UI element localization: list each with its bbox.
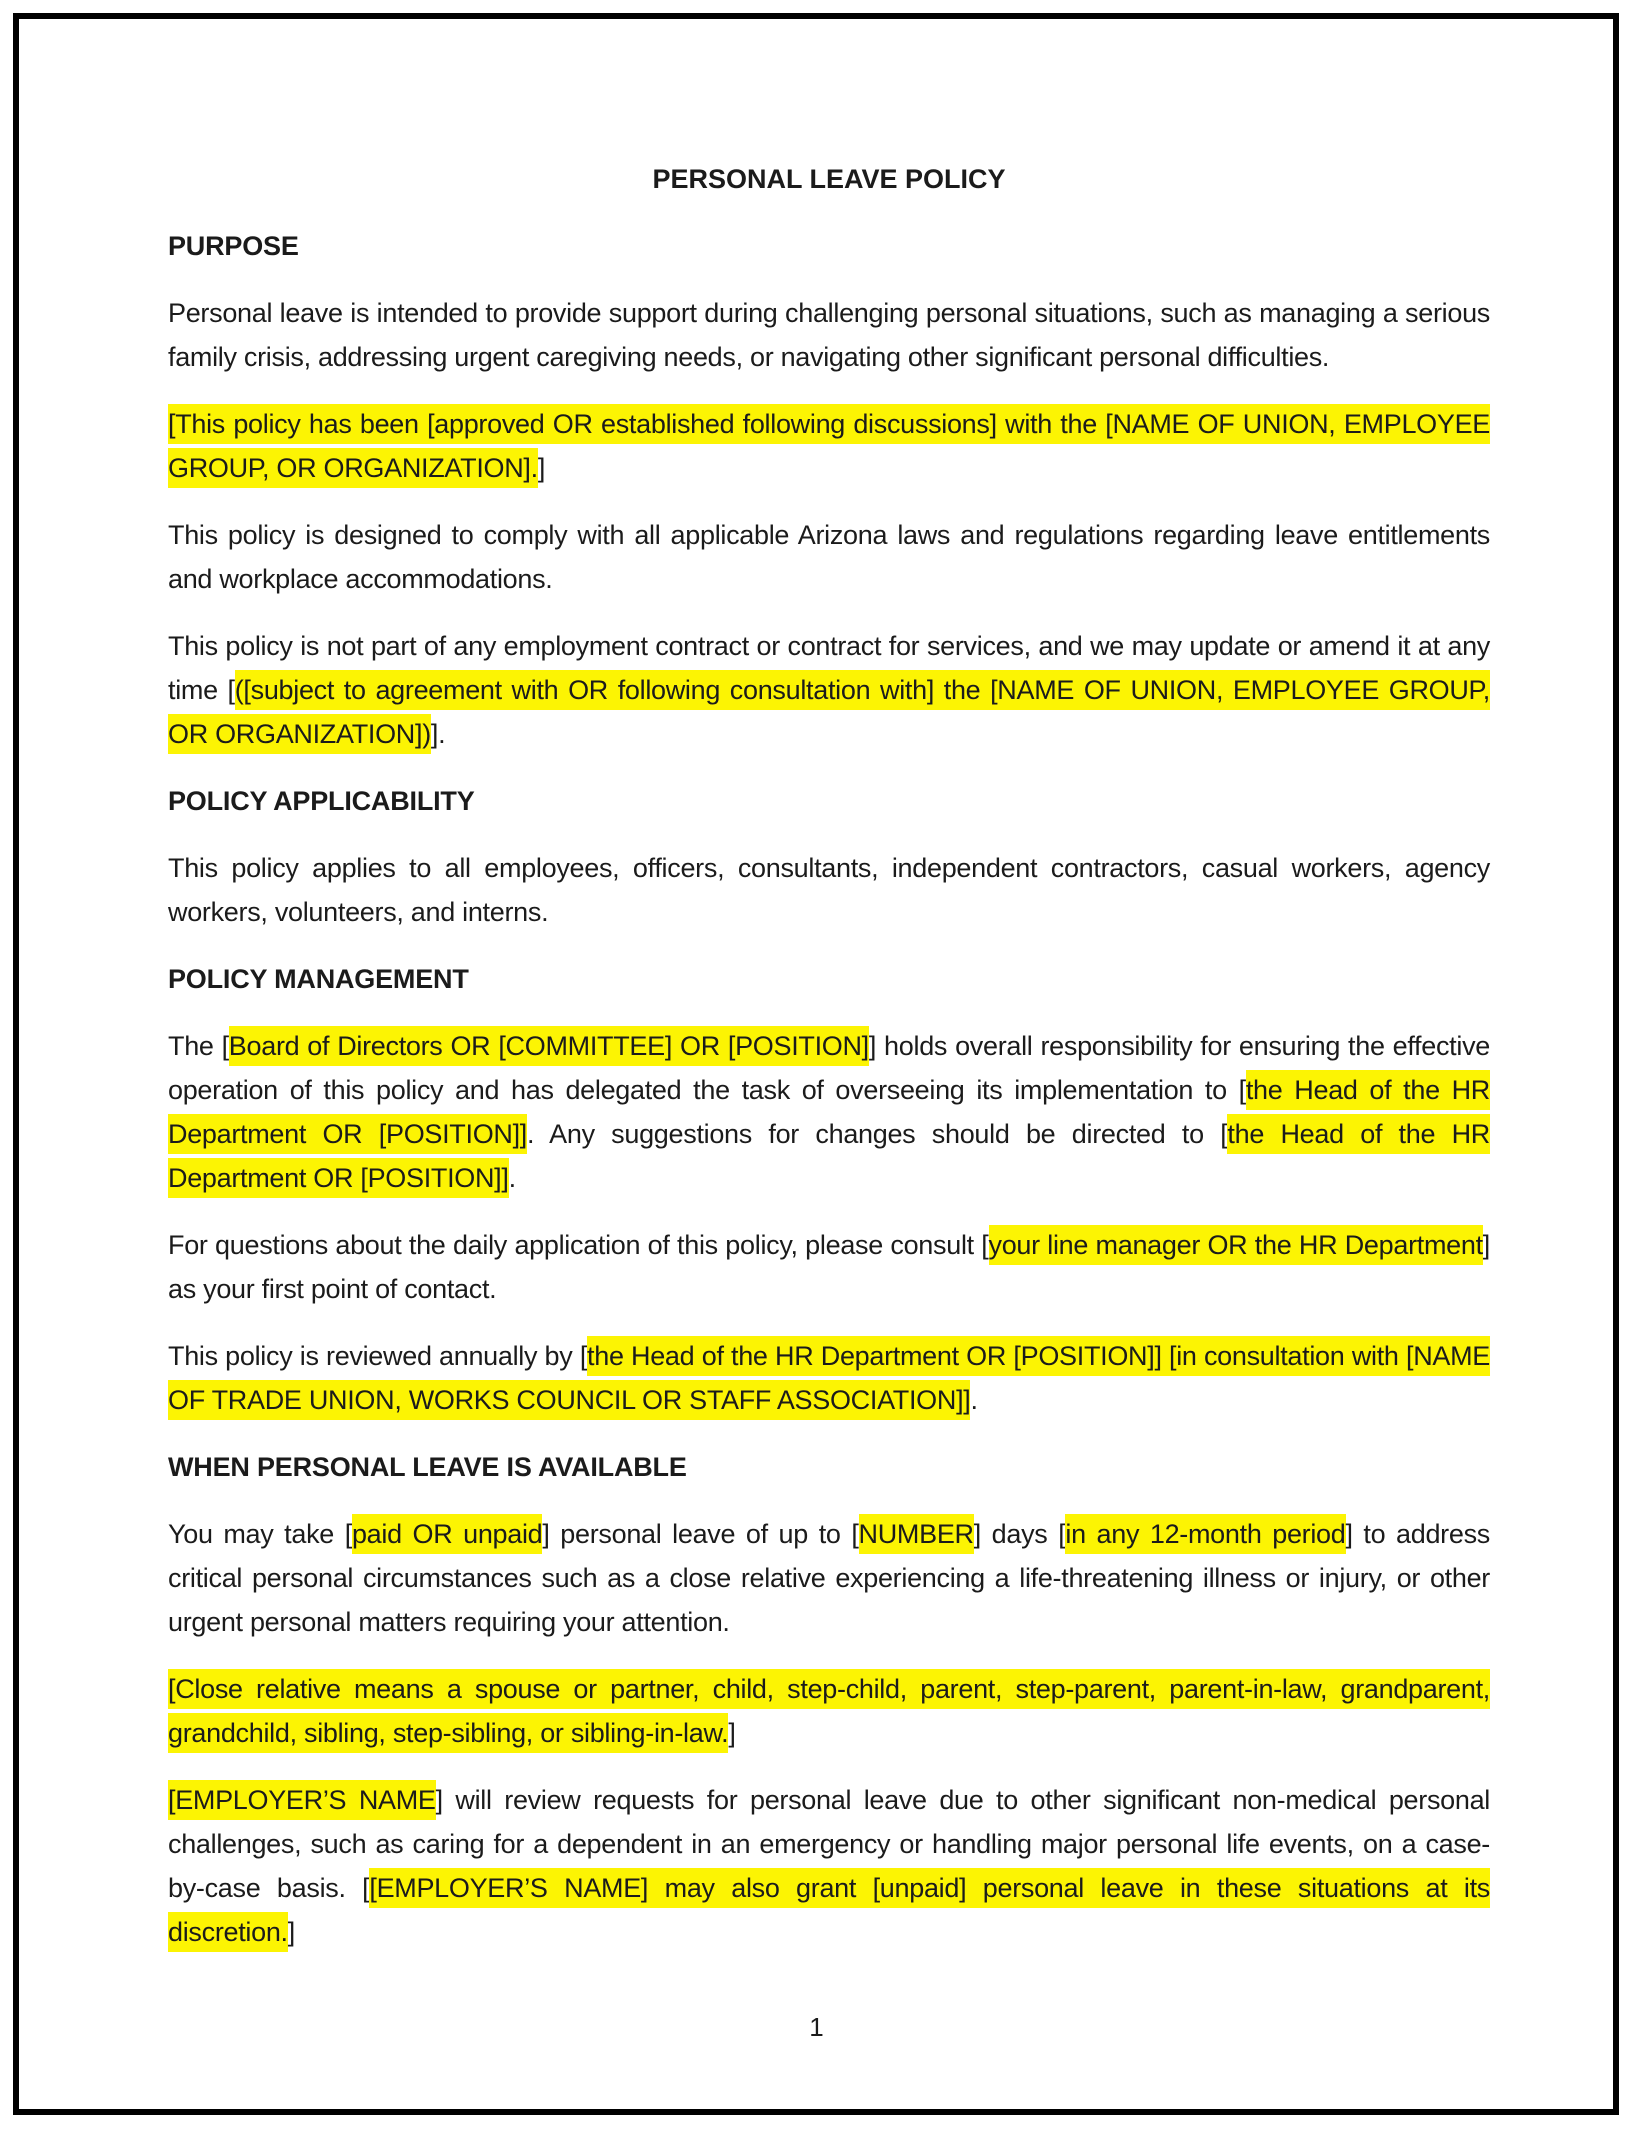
text-run: POLICY MANAGEMENT (168, 964, 469, 994)
highlighted-text: your line manager OR the HR Department (989, 1225, 1483, 1265)
text-run: . (970, 1385, 978, 1415)
text-run: ] (728, 1718, 736, 1748)
heading-purpose (168, 224, 1490, 268)
text-run: POLICY APPLICABILITY (168, 786, 475, 816)
para-not-contractual (168, 624, 1490, 756)
highlighted-text: ([subject to agreement with OR following consultation with] the [NAME OF UNION, EMPLOYEE GROUP, OR ORGANIZATION]) (168, 670, 1490, 754)
text-run: The [ (168, 1031, 229, 1061)
highlighted-text: [Close relative means a spouse or partner, child, step-child, parent, step-parent, parent-in-law, grandparent, grandchild, sibling, step-sibling, or sibling-in-law. (168, 1669, 1490, 1753)
text-run: You may take [ (168, 1519, 352, 1549)
para-annual-review (168, 1334, 1490, 1422)
text-run: Personal leave is intended to provide support during challenging personal situations, such as managing a serious family crisis, addressing urgent caregiving needs, or navigating other significant personal difficulties. (168, 298, 1490, 372)
page-number: 1 (809, 2012, 824, 2042)
heading-when-leave-available (168, 1445, 1490, 1489)
para-close-relative-definition (168, 1667, 1490, 1755)
text-run: PURPOSE (168, 231, 299, 261)
text-run: WHEN PERSONAL LEAVE IS AVAILABLE (168, 1452, 687, 1482)
text-run: For questions about the daily application of this policy, please consult [ (168, 1230, 989, 1260)
heading-policy-management (168, 957, 1490, 1001)
para-purpose-intro (168, 291, 1490, 379)
para-employer-review (168, 1778, 1490, 1954)
document-body (168, 224, 1490, 1954)
heading-policy-applicability (168, 779, 1490, 823)
text-run: ] days [ (973, 1519, 1066, 1549)
text-run: This policy is designed to comply with all applicable Arizona laws and regulations regarding leave entitlements and workplace accommodations. (168, 520, 1490, 594)
highlighted-text: in any 12-month period (1065, 1514, 1345, 1554)
text-run: This policy is not part of any employment contract or contract for services, and we may update or amend it at any time [ (168, 631, 1490, 705)
highlighted-text: the Head of the HR Department OR [POSITION]] (168, 1114, 1490, 1198)
highlighted-text: Board of Directors OR [COMMITTEE] OR [POSITION] (229, 1026, 869, 1066)
para-union-approval (168, 402, 1490, 490)
text-run: This policy is reviewed annually by [ (168, 1341, 588, 1371)
para-management-responsibility (168, 1024, 1490, 1200)
text-run: ] (537, 453, 546, 483)
text-run: ] to address critical personal circumstances such as a close relative experiencing a life-threatening illness or injury, or other urgent personal matters requiring your attention. (168, 1519, 1490, 1637)
para-arizona-compliance (168, 513, 1490, 601)
highlighted-text: [EMPLOYER’S NAME] may also grant [unpaid] personal leave in these situations at its discretion. (168, 1868, 1490, 1952)
text-run: This policy applies to all employees, officers, consultants, independent contractors, casual workers, agency workers, volunteers, and interns. (168, 853, 1490, 927)
highlighted-text: [EMPLOYER’S NAME (168, 1780, 436, 1820)
para-applicability (168, 846, 1490, 934)
highlighted-text: the Head of the HR Department OR [POSITION]] (168, 1070, 1490, 1154)
para-daily-application (168, 1223, 1490, 1311)
text-run: ] (287, 1917, 295, 1947)
highlighted-text: [This policy has been [approved OR established following discussions] with the [NAME OF UNION, EMPLOYEE GROUP, OR ORGANIZATION]. (168, 404, 1490, 488)
para-leave-entitlement (168, 1512, 1490, 1644)
text-run: ] personal leave of up to [ (542, 1519, 859, 1549)
text-run: ] as your first point of contact. (168, 1230, 1490, 1304)
document-content (168, 157, 1490, 1977)
text-run: ]. (430, 719, 446, 749)
text-run: ] will review requests for personal leave due to other significant non-medical personal challenges, such as caring for a dependent in an emergency or handling major personal life events, on a case-by-case basis. [ (168, 1785, 1491, 1903)
text-run: ] holds overall responsibility for ensuring the effective operation of this policy and has delegated the task of overseeing its implementation to [ (168, 1031, 1490, 1105)
text-run: . Any suggestions for changes should be directed to [ (527, 1119, 1228, 1149)
highlighted-text: the Head of the HR Department OR [POSITION]] [in consultation with [NAME OF TRADE UNION, WORKS COUNCIL OR STAFF ASSOCIATION]] (168, 1336, 1490, 1420)
highlighted-text: NUMBER (859, 1514, 974, 1554)
text-run: . (508, 1163, 516, 1193)
document-title: PERSONAL LEAVE POLICY (652, 164, 1006, 194)
highlighted-text: paid OR unpaid (352, 1514, 542, 1554)
